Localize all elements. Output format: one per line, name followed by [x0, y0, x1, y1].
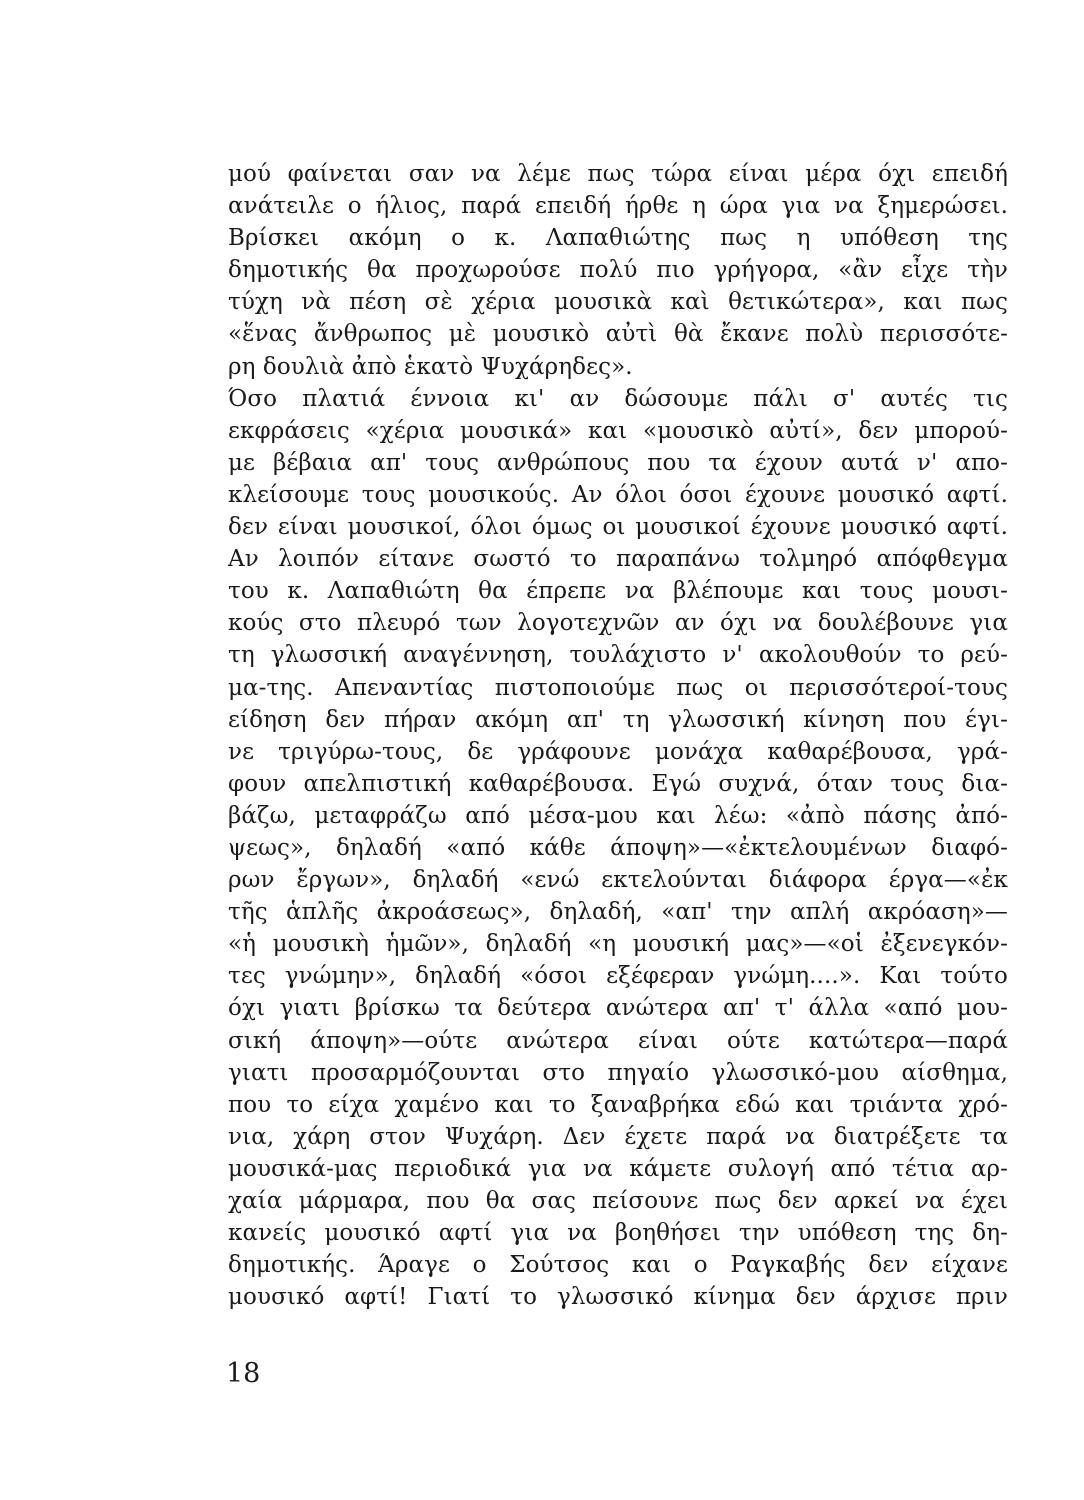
text-line: Αν λοιπόν είτανε σωστό το παραπάνω τολμηρό απόφθεγμα — [228, 546, 1008, 573]
text-line: ρων ἔργων», δηλαδή «ενώ εκτελούνται διάφορα έργα—«ἐκ — [228, 867, 1008, 894]
text-line: Βρίσκει ακόμη ο κ. Λαπαθιώτης πως η υπόθεση της — [228, 225, 1008, 252]
text-line: μού φαίνεται σαν να λέμε πως τώρα είναι μέρα όχι επειδή — [228, 161, 1008, 187]
text-line: κανείς μουσικό αφτί για να βοηθήσει την υπόθεση της δη- — [228, 1220, 1008, 1247]
text-line: βάζω, μεταφράζω από μέσα-μου και λέω: «ἀπὸ πάσης ἀπό- — [228, 802, 1008, 829]
text-line: κούς στο πλευρό των λογοτεχνῶν αν όχι να δουλέβουνε για — [228, 610, 1008, 637]
text-line: χαία μάρμαρα, που θα σας πείσουνε πως δεν αρκεί να έχει — [228, 1188, 1008, 1214]
text-line: νε τριγύρω-τους, δε γράφουνε μονάχα καθαρέβουσα, γρά- — [228, 738, 1008, 765]
text-line: τη γλωσσική αναγέννηση, τουλάχιστο ν' ακολουθούν το ρεύ- — [228, 642, 1008, 669]
text-line: που το είχα χαμένο και το ξαναβρήκα εδώ και τριάντα χρό- — [228, 1091, 1008, 1118]
text-line: ρη δουλιὰ ἀπὸ ἑκατὸ Ψυχάρηδες». — [228, 353, 633, 380]
text-line: είδηση δεν πήραν ακόμη απ' τη γλωσσική κίνηση που έγι- — [228, 706, 1008, 733]
text-line: τῆς ἁπλῆς ἀκροάσεως», δηλαδή, «απ' την απλή ακρόαση»— — [228, 899, 1008, 926]
text-line: τες γνώμην», δηλαδή «όσοι εξέφεραν γνώμη....». Και τούτο — [228, 963, 1008, 990]
text-line: δημοτικής θα προχωρούσε πολύ πιο γρήγορα, «ἂν εἶχε τὴν — [228, 257, 1008, 284]
text-line: ανάτειλε ο ήλιος, παρά επειδή ήρθε η ώρα για να ξημερώσει. — [228, 193, 1008, 220]
text-line: μουσικά-μας περιοδικά για να κάμετε συλογή από τέτια αρ- — [228, 1155, 1008, 1182]
text-line: δεν είναι μουσικοί, όλοι όμως οι μουσικοί έχουνε μουσικό αφτί. — [228, 514, 1008, 541]
body-text — [228, 158, 1008, 1313]
text-line: γιατι προσαρμόζουνται στο πηγαίο γλωσσικό-μου αίσθημα, — [228, 1059, 1008, 1086]
text-line: νια, χάρη στον Ψυχάρη. Δεν έχετε παρά να διατρέξετε τα — [228, 1123, 1008, 1150]
text-line: με βέβαια απ' τους ανθρώπους που τα έχουν αυτά ν' απο- — [228, 449, 1008, 476]
text-line: «ἕνας ἄνθρωπος μὲ μουσικὸ αὐτὶ θὰ ἔκανε πολὺ περισσότε- — [228, 321, 1008, 348]
text-line: φουν απελπιστική καθαρέβουσα. Εγώ συχνά, όταν τους δια- — [228, 770, 1008, 797]
text-line: εκφράσεις «χέρια μουσικά» και «μουσικὸ αὐτί», δεν μπορού- — [228, 417, 1008, 444]
text-line: του κ. Λαπαθιώτη θα έπρεπε να βλέπουμε και τους μουσι- — [228, 578, 1008, 605]
text-line: «ἡ μουσικὴ ἡμῶν», δηλαδή «η μουσική μας»—«οἱ ἐξενεγκόν- — [228, 931, 1008, 958]
page-number: 18 — [226, 1358, 261, 1389]
text-line: όχι γιατι βρίσκω τα δεύτερα ανώτερα απ' τ' άλλα «από μου- — [228, 995, 1008, 1022]
text-line: τύχη νὰ πέση σὲ χέρια μουσικὰ καὶ θετικώτερα», και πως — [228, 289, 1008, 316]
text-line: σική άποψη»—ούτε ανώτερα είναι ούτε κατώτερα—παρά — [228, 1027, 1008, 1054]
text-line: κλείσουμε τους μουσικούς. Αν όλοι όσοι έχουνε μουσικό αφτί. — [228, 481, 1008, 508]
text-line: μουσικό αφτί! Γιατί το γλωσσικό κίνημα δεν άρχισε πριν — [228, 1284, 1008, 1311]
text-line: μα-της. Απεναντίας πιστοποιούμε πως οι περισσότεροί-τους — [228, 674, 1008, 701]
text-line: δημοτικής. Άραγε ο Σούτσος και ο Ραγκαβής δεν είχανε — [228, 1252, 1008, 1279]
text-line: Όσο πλατιά έννοια κι' αν δώσουμε πάλι σ' αυτές τις — [228, 385, 1008, 412]
text-line: ψεως», δηλαδή «από κάθε άποψη»—«ἐκτελουμένων διαφό- — [228, 834, 1008, 861]
